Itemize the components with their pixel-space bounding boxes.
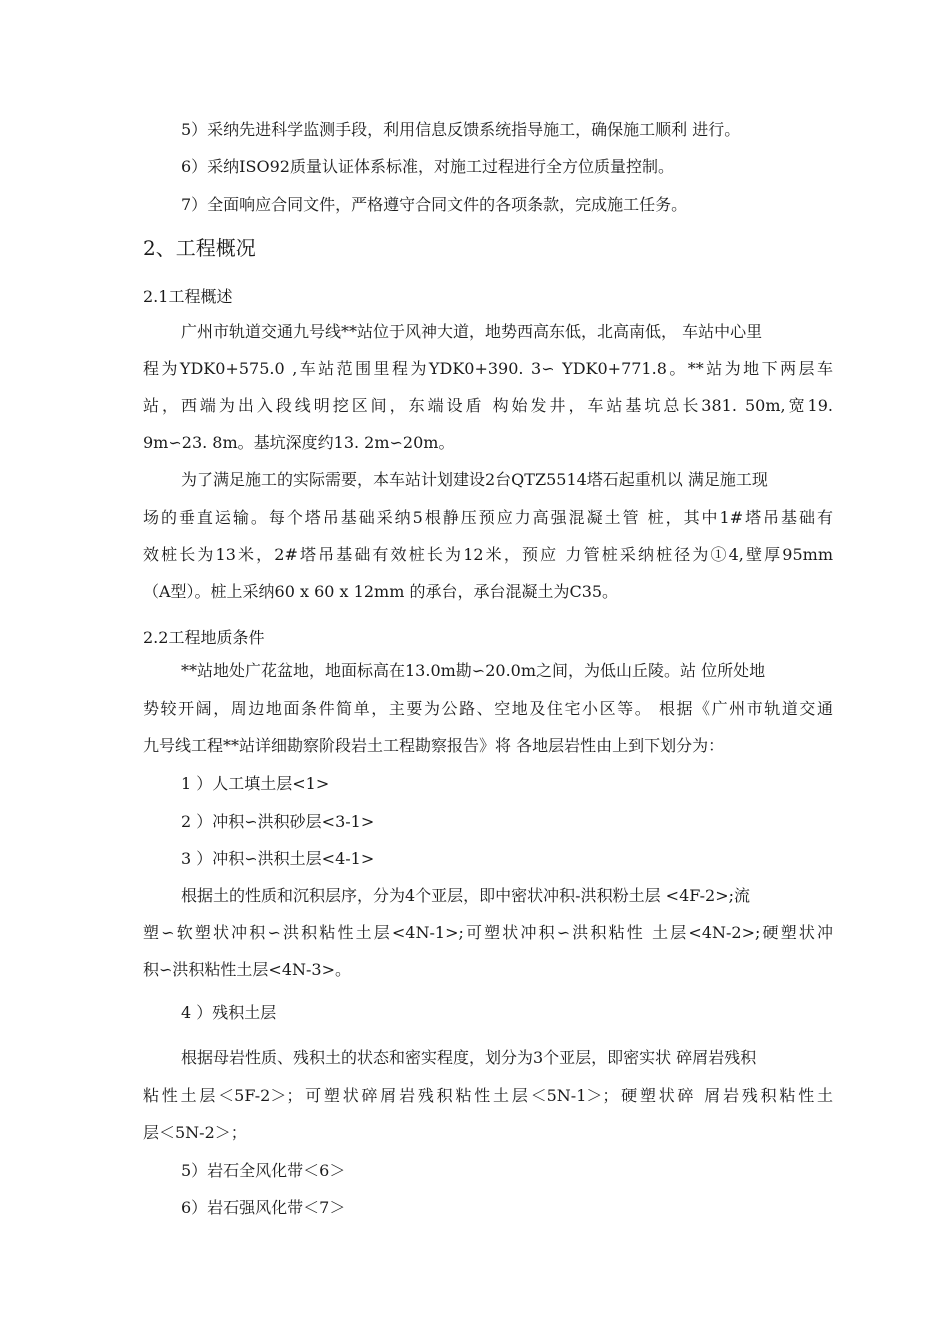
layer-item: 4 ）残积土层 (181, 1003, 277, 1022)
paragraph-line: 塑∽软塑状冲积∽洪积粘性土层<4N-1>;可塑状冲积∽洪积粘性 土层<4N-2>;硬塑状冲 (143, 923, 833, 942)
paragraph-line: 效桩长为13米，2#塔吊基础有效桩长为12米，预应 力管桩采纳桩径为①4,壁厚95mm (143, 545, 833, 564)
principle-item: 6）采纳ISO92质量认证体系标准，对施工过程进行全方位质量控制。 (181, 157, 674, 176)
subsection-heading: 2.2工程地质条件 (143, 628, 265, 647)
paragraph-line: 积∽洪积粘性土层<4N-3>。 (143, 960, 351, 979)
layer-item: 6）岩石强风化带＜7＞ (181, 1198, 346, 1217)
paragraph-line: **站地处广花盆地，地面标高在13.0m勘∽20.0m之间，为低山丘陵。站 位所处地 (181, 661, 766, 680)
paragraph-line: 粘性土层＜5F-2＞；可塑状碎屑岩残积粘性土层＜5N-1＞；硬塑状碎 屑岩残积粘性土 (143, 1086, 833, 1105)
layer-item: 5）岩石全风化带＜6＞ (181, 1161, 346, 1180)
paragraph-line: 九号线工程**站详细勘察阶段岩土工程勘察报告》将 各地层岩性由上到下划分为： (143, 736, 725, 755)
paragraph-line: 广州市轨道交通九号线**站位于风神大道，地势西高东低，北高南低， 车站中心里 (181, 322, 763, 341)
paragraph-line: 根据母岩性质、残积土的状态和密实程度，划分为3个亚层，即密实状 碎屑岩残积 (181, 1048, 757, 1067)
subsection-heading: 2.1工程概述 (143, 287, 233, 306)
paragraph-line: 站，西端为出入段线明挖区间，东端设盾 构始发井，车站基坑总长381. 50m,宽19. (143, 396, 833, 415)
paragraph-line: 为了满足施工的实际需要，本车站计划建设2台QTZ5514塔石起重机以 满足施工现 (181, 470, 768, 489)
principle-item: 7）全面响应合同文件，严格遵守合同文件的各项条款，完成施工任务。 (181, 195, 688, 214)
paragraph-line: 势较开阔，周边地面条件简单，主要为公路、空地及住宅小区等。 根据《广州市轨道交通 (143, 699, 833, 718)
paragraph-line: 层＜5N-2＞； (143, 1123, 247, 1142)
layer-item: 1 ）人工填土层<1> (181, 774, 330, 793)
paragraph-line: 9m∽23. 8m。基坑深度约13. 2m∽20m。 (143, 433, 455, 452)
layer-item: 2 ）冲积∽洪积砂层<3-1> (181, 812, 375, 831)
layer-item: 3 ）冲积∽洪积土层<4-1> (181, 849, 375, 868)
paragraph-line: 场的垂直运输。每个塔吊基础采纳5根静压预应力高强混凝土管 桩，其中1#塔吊基础有 (143, 508, 833, 527)
paragraph-line: 根据土的性质和沉积层序，分为4个亚层，即中密状冲积-洪积粉土层 <4F-2>;流 (181, 886, 751, 905)
paragraph-line: 程为YDK0+575.0 ,车站范围里程为YDK0+390. 3∽ YDK0+771.8。**站为地下两层车 (143, 359, 833, 378)
section-heading: 2、工程概况 (143, 236, 256, 260)
principle-item: 5）采纳先进科学监测手段，利用信息反馈系统指导施工，确保施工顺利 进行。 (181, 120, 741, 139)
paragraph-line: （A型）。桩上采纳60 x 60 x 12mm 的承台，承台混凝土为C35。 (143, 582, 619, 601)
